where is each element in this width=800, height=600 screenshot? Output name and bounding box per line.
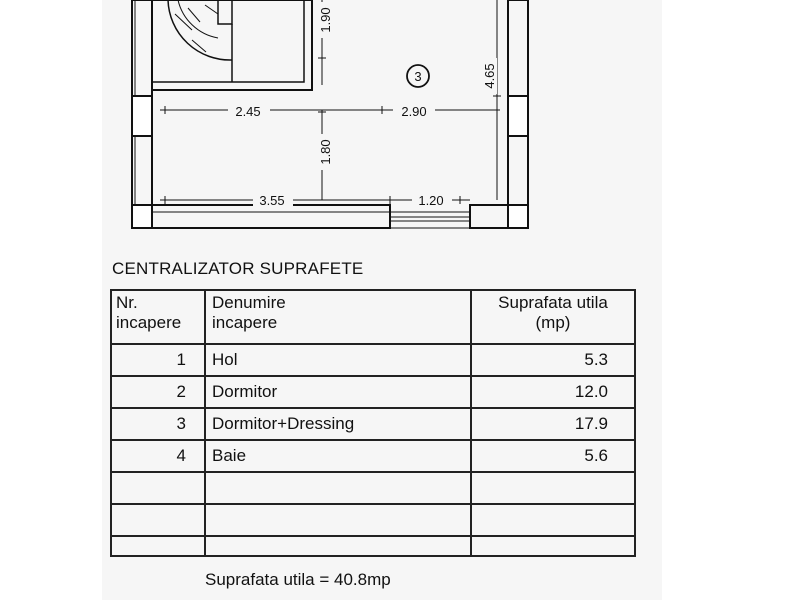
header-room-name — [205, 290, 471, 344]
room-area-cell: 12.0 — [471, 376, 635, 408]
room-name-cell — [205, 472, 471, 504]
room-area-cell: 17.9 — [471, 408, 635, 440]
room-number-cell: 4 — [111, 440, 205, 472]
stair-symbol — [168, 0, 232, 82]
header-usable-area-line1: Suprafata utila — [498, 293, 608, 312]
header-room-name-line2: incapere — [212, 313, 278, 332]
room-number-cell — [111, 504, 205, 536]
room-name-cell: Hol — [205, 344, 471, 376]
table-row — [111, 376, 635, 408]
room-area-cell: 5.3 — [471, 344, 635, 376]
header-room-number-line2: incapere — [116, 313, 182, 332]
table-title: CENTRALIZATOR SUPRAFETE — [112, 259, 364, 278]
table-row — [111, 408, 635, 440]
header-usable-area-line2: (mp) — [535, 313, 571, 332]
room-number-cell: 1 — [111, 344, 205, 376]
room-number-cell — [111, 472, 205, 504]
table-row — [111, 344, 635, 376]
room-number-cell — [111, 536, 205, 556]
table-header-row — [111, 290, 635, 344]
table-row — [111, 440, 635, 472]
header-room-number-line1: Nr. — [116, 293, 138, 312]
header-usable-area — [471, 290, 635, 344]
total-usable-area: Suprafata utila = 40.8mp — [205, 570, 391, 589]
room-name-cell: Dormitor — [205, 376, 471, 408]
room-area-cell: 5.6 — [471, 440, 635, 472]
table-row-empty — [111, 472, 635, 504]
room-name-cell — [205, 536, 471, 556]
room-area-cell — [471, 536, 635, 556]
dim-label-bottom-left: 3.55 — [259, 193, 285, 208]
dim-label-upper-vertical: 1.90 — [318, 7, 333, 33]
room-name-cell: Baie — [205, 440, 471, 472]
dim-label-middle-vertical: 1.80 — [318, 139, 333, 165]
table-row-empty — [111, 504, 635, 536]
dim-label-bottom-right: 1.20 — [418, 193, 444, 208]
room-number-cell: 3 — [111, 408, 205, 440]
dim-label-right-vertical: 4.65 — [482, 63, 497, 89]
window-symbol — [390, 212, 470, 228]
room-tag-number: 3 — [414, 69, 422, 84]
area-summary-table — [110, 289, 636, 557]
table-row-empty — [111, 536, 635, 556]
dim-label-right-horizontal: 2.90 — [401, 104, 427, 119]
header-room-number — [111, 290, 205, 344]
room-area-cell — [471, 504, 635, 536]
floor-plan — [0, 0, 800, 245]
room-name-cell — [205, 504, 471, 536]
header-room-name-line1: Denumire — [212, 293, 286, 312]
room-number-cell: 2 — [111, 376, 205, 408]
room-name-cell: Dormitor+Dressing — [205, 408, 471, 440]
room-area-cell — [471, 472, 635, 504]
dim-label-left-horizontal: 2.45 — [235, 104, 261, 119]
